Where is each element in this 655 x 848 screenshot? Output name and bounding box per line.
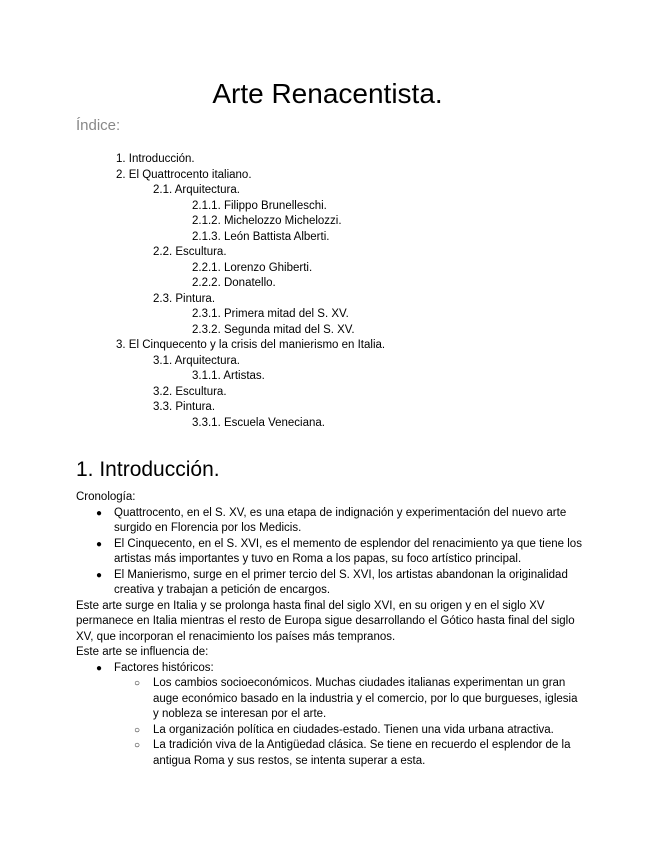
indice-label: Índice: bbox=[76, 117, 121, 134]
factores-label: Factores históricos: bbox=[114, 661, 214, 674]
toc-item: 3.1.1. Artistas. bbox=[192, 370, 265, 382]
bullet-icon: ● bbox=[96, 507, 103, 519]
circle-bullet-icon: ○ bbox=[134, 740, 141, 751]
influencia-label: Este arte se influencia de: bbox=[76, 646, 209, 658]
toc-item: 1. Introducción. bbox=[116, 153, 195, 165]
section-body bbox=[76, 490, 586, 769]
toc-item: 2.3.1. Primera mitad del S. XV. bbox=[192, 308, 349, 320]
circle-bullet-icon: ○ bbox=[134, 724, 141, 736]
list-item bbox=[76, 676, 586, 723]
list-item bbox=[76, 537, 586, 568]
factores-list bbox=[114, 676, 586, 769]
toc-item: 3.2. Escultura. bbox=[153, 385, 227, 398]
page-title: Arte Renacentista. bbox=[212, 78, 443, 109]
circle-bullet-icon: ○ bbox=[134, 678, 141, 689]
toc-item: 2. El Quattrocento italiano. bbox=[116, 168, 252, 181]
toc-item: 2.1.1. Filippo Brunelleschi. bbox=[192, 199, 327, 212]
section-heading: 1. Introducción. bbox=[76, 458, 220, 481]
list-item bbox=[76, 506, 586, 537]
toc-item: 2.1.2. Michelozzo Michelozzi. bbox=[192, 215, 342, 227]
cronologia-list bbox=[76, 506, 586, 599]
toc-item: 2.1. Arquitectura. bbox=[153, 184, 240, 196]
list-item bbox=[76, 738, 586, 769]
toc-item: 2.1.3. León Battista Alberti. bbox=[192, 230, 330, 243]
list-item-text: Los cambios socioeconómicos. Muchas ciudades italianas experimentan un gran auge económico basado en la industria y el comercio, por lo que burgueses, iglesia y nobleza se interesan por el arte. bbox=[153, 677, 578, 720]
table-of-contents bbox=[0, 152, 655, 431]
bullet-icon: ● bbox=[96, 569, 103, 581]
toc-item: 2.3. Pintura. bbox=[153, 292, 216, 305]
cronologia-label: Cronología: bbox=[76, 491, 136, 503]
list-item bbox=[76, 661, 586, 770]
toc-item: 2.2. Escultura. bbox=[153, 246, 227, 258]
list-item bbox=[76, 568, 586, 599]
list-item-text: Quattrocento, en el S. XV, es una etapa de indignación y experimentación del nuevo arte surgido en Florencia por los Medicis. bbox=[114, 506, 567, 534]
intro-paragraph: Este arte surge en Italia y se prolonga hasta final del siglo XVI, en su origen y en el siglo XV permanece en Italia mientras el resto de Europa sigue desarrollando el Gótico hasta final del siglo XV, que incorporan el renacimiento los países más tempranos. bbox=[76, 599, 575, 643]
toc-item: 3.3. Pintura. bbox=[153, 401, 216, 413]
bullet-icon: ● bbox=[96, 662, 103, 674]
list-item bbox=[76, 723, 586, 739]
toc-item: 2.2.2. Donatello. bbox=[192, 277, 276, 289]
bullet-icon: ● bbox=[96, 538, 103, 550]
list-item-text: El Manierismo, surge en el primer tercio del S. XVI, los artistas abandonan la originalidad creativa y trabajan a petición de encargos. bbox=[114, 568, 568, 596]
toc-item: 3.1. Arquitectura. bbox=[153, 354, 240, 367]
list-item-text: El Cinquecento, en el S. XVI, es el memento de esplendor del renacimiento ya que tiene los artistas más importantes y tuvo en Roma a los papas, su foco artístico principal. bbox=[114, 537, 582, 565]
influencia-list bbox=[76, 661, 586, 770]
toc-item: 3. El Cinquecento y la crisis del manierismo en Italia. bbox=[116, 339, 386, 351]
list-item-text: La organización política en ciudades-estado. Tienen una vida urbana atractiva. bbox=[153, 723, 554, 736]
list-item-text: La tradición viva de la Antigüedad clásica. Se tiene en recuerdo el esplendor de la antigua Roma y sus restos, se intenta superar a esta. bbox=[153, 739, 571, 767]
toc-item: 2.3.2. Segunda mitad del S. XV. bbox=[192, 323, 355, 336]
toc-item: 3.3.1. Escuela Veneciana. bbox=[192, 416, 325, 429]
toc-item: 2.2.1. Lorenzo Ghiberti. bbox=[192, 261, 313, 274]
